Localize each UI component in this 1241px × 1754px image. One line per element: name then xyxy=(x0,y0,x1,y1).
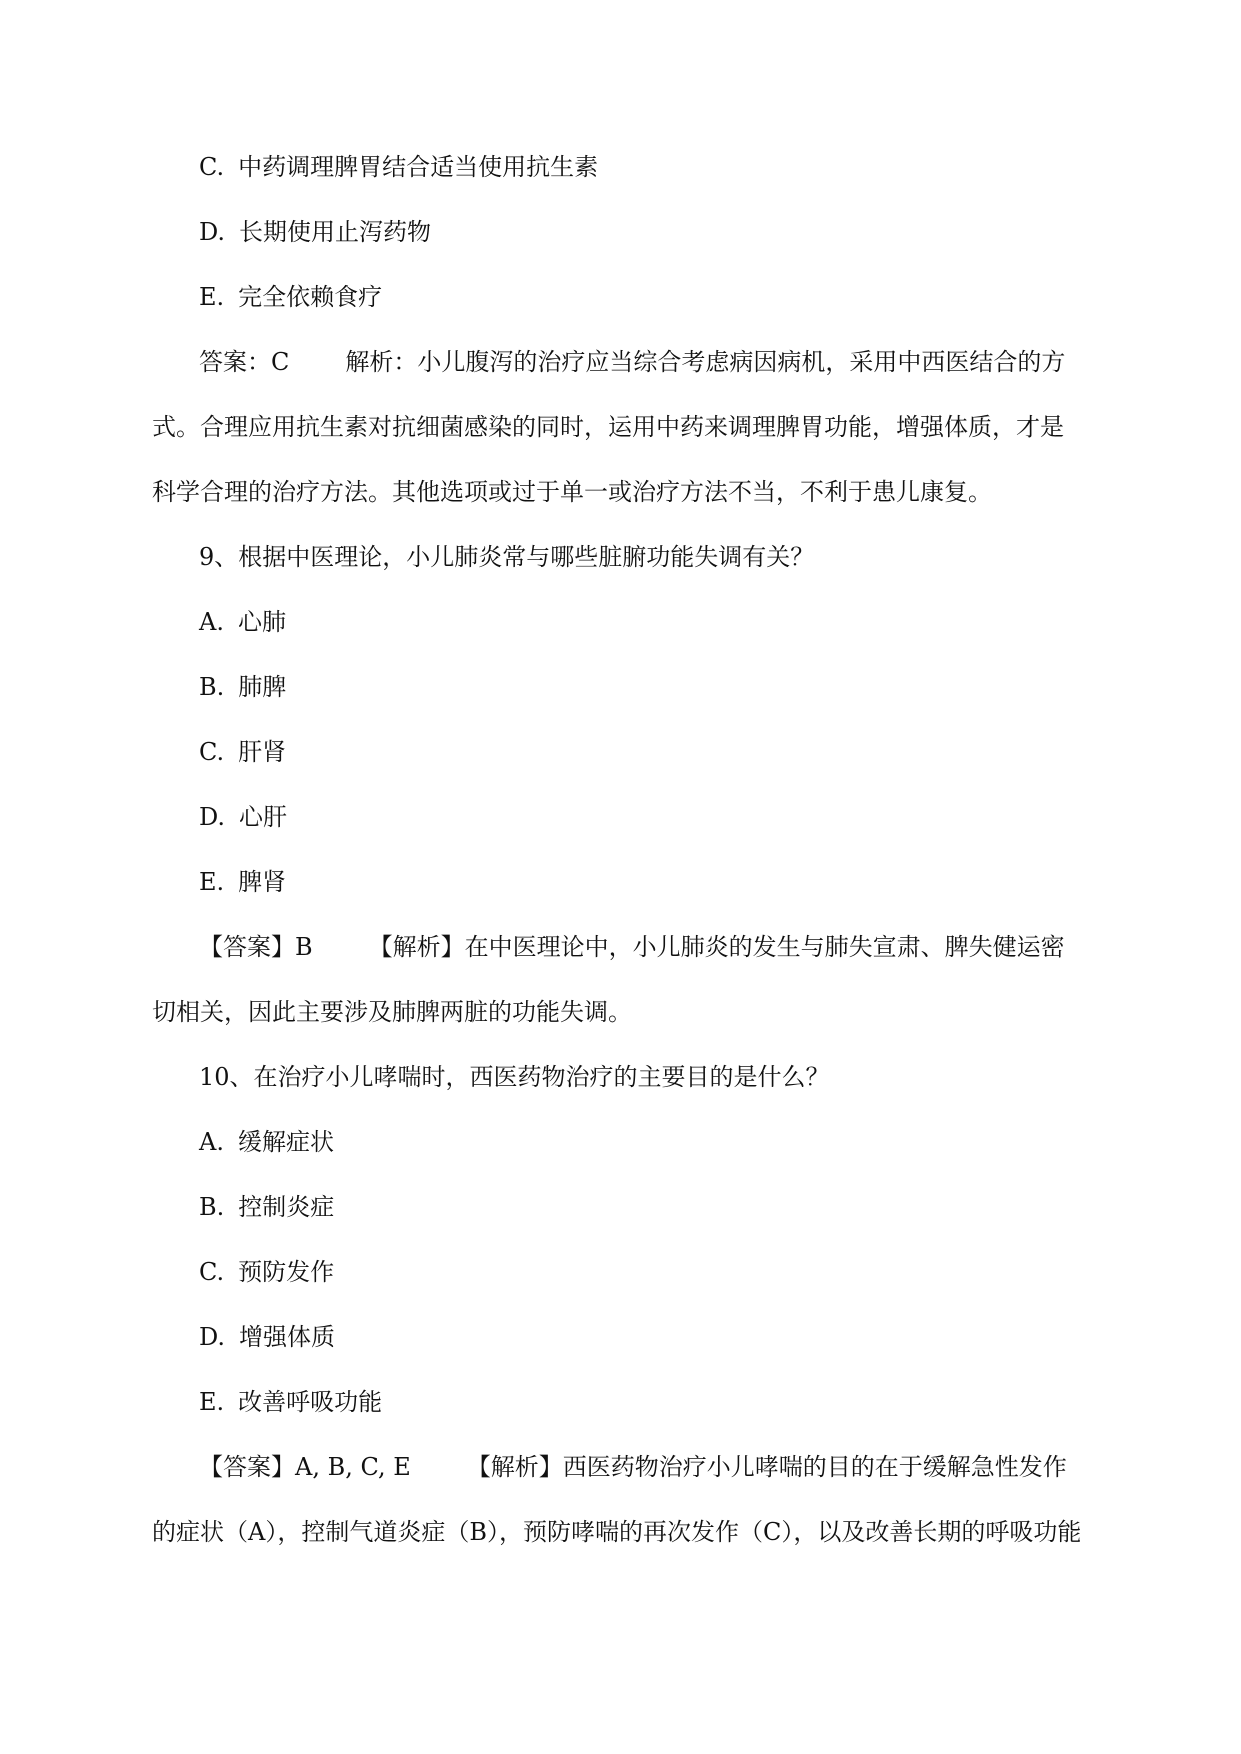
option-letter: E. xyxy=(199,1388,225,1416)
option-letter: B. xyxy=(199,673,225,701)
option-text: 脾肾 xyxy=(238,868,287,896)
option-letter: A. xyxy=(199,608,224,636)
option-letter: D. xyxy=(199,803,226,831)
q8-option-e xyxy=(199,282,1139,312)
q9-analysis-line-2: 切相关，因此主要涉及肺脾两脏的功能失调。 xyxy=(152,998,632,1026)
analysis-text: 小儿腹泻的治疗应当综合考虑病因病机，采用中西医结合的方 xyxy=(417,348,1066,376)
option-letter: E. xyxy=(199,868,225,896)
q10-answer-line xyxy=(199,1452,1139,1482)
option-text: 控制炎症 xyxy=(238,1193,335,1221)
q10-option-e xyxy=(199,1387,1139,1417)
answer-label: 【答案】B xyxy=(199,933,313,961)
q10-option-a xyxy=(199,1127,1139,1157)
q9-question: 9、根据中医理论，小儿肺炎常与哪些脏腑功能失调有关？ xyxy=(199,543,815,571)
option-letter: C. xyxy=(199,1258,225,1286)
analysis-text: 西医药物治疗小儿哮喘的目的在于缓解急性发作 xyxy=(562,1453,1067,1481)
q10-option-d xyxy=(199,1322,1139,1352)
option-text: 改善呼吸功能 xyxy=(238,1388,383,1416)
q9-option-e xyxy=(199,867,1139,897)
option-text: 中药调理脾胃结合适当使用抗生素 xyxy=(238,153,599,181)
analysis-label: 解析： xyxy=(345,348,418,376)
option-letter: B. xyxy=(199,1193,225,1221)
q9-option-b xyxy=(199,672,1139,702)
answer-label: 【答案】A, B, C, E xyxy=(199,1453,411,1481)
option-letter: A. xyxy=(199,1128,224,1156)
q8-option-c xyxy=(199,152,1139,182)
analysis-label: 【解析】 xyxy=(466,1453,563,1481)
q8-answer-line xyxy=(199,347,1139,377)
option-text: 心肝 xyxy=(239,803,288,831)
option-letter: D. xyxy=(199,218,226,246)
answer-label: 答案：C xyxy=(199,348,290,376)
q8-analysis-line-2: 式。合理应用抗生素对抗细菌感染的同时，运用中药来调理脾胃功能，增强体质，才是 xyxy=(152,413,1064,441)
option-text: 预防发作 xyxy=(238,1258,335,1286)
q9-option-c xyxy=(199,737,1139,767)
q10-option-c xyxy=(199,1257,1139,1287)
q10-option-b xyxy=(199,1192,1139,1222)
q9-answer-line xyxy=(199,932,1139,962)
option-letter: D. xyxy=(199,1323,226,1351)
analysis-text: 在中医理论中，小儿肺炎的发生与肺失宣肃、脾失健运密 xyxy=(464,933,1065,961)
option-letter: C. xyxy=(199,153,225,181)
option-letter: E. xyxy=(199,283,225,311)
q10-question: 10、在治疗小儿哮喘时，西医药物治疗的主要目的是什么？ xyxy=(199,1063,830,1091)
q8-analysis-line-3: 科学合理的治疗方法。其他选项或过于单一或治疗方法不当，不利于患儿康复。 xyxy=(152,478,992,506)
analysis-label: 【解析】 xyxy=(368,933,465,961)
option-text: 增强体质 xyxy=(239,1323,336,1351)
q8-option-d xyxy=(199,217,1139,247)
option-text: 长期使用止泻药物 xyxy=(239,218,432,246)
option-text: 肝肾 xyxy=(238,738,287,766)
q10-analysis-line-2: 的症状（A），控制气道炎症（B），预防哮喘的再次发作（C），以及改善长期的呼吸功能 xyxy=(152,1518,1082,1546)
option-text: 心肺 xyxy=(237,608,286,636)
option-text: 缓解症状 xyxy=(237,1128,334,1156)
q9-option-a xyxy=(199,607,1139,637)
option-text: 完全依赖食疗 xyxy=(238,283,383,311)
q9-option-d xyxy=(199,802,1139,832)
option-letter: C. xyxy=(199,738,225,766)
option-text: 肺脾 xyxy=(238,673,287,701)
